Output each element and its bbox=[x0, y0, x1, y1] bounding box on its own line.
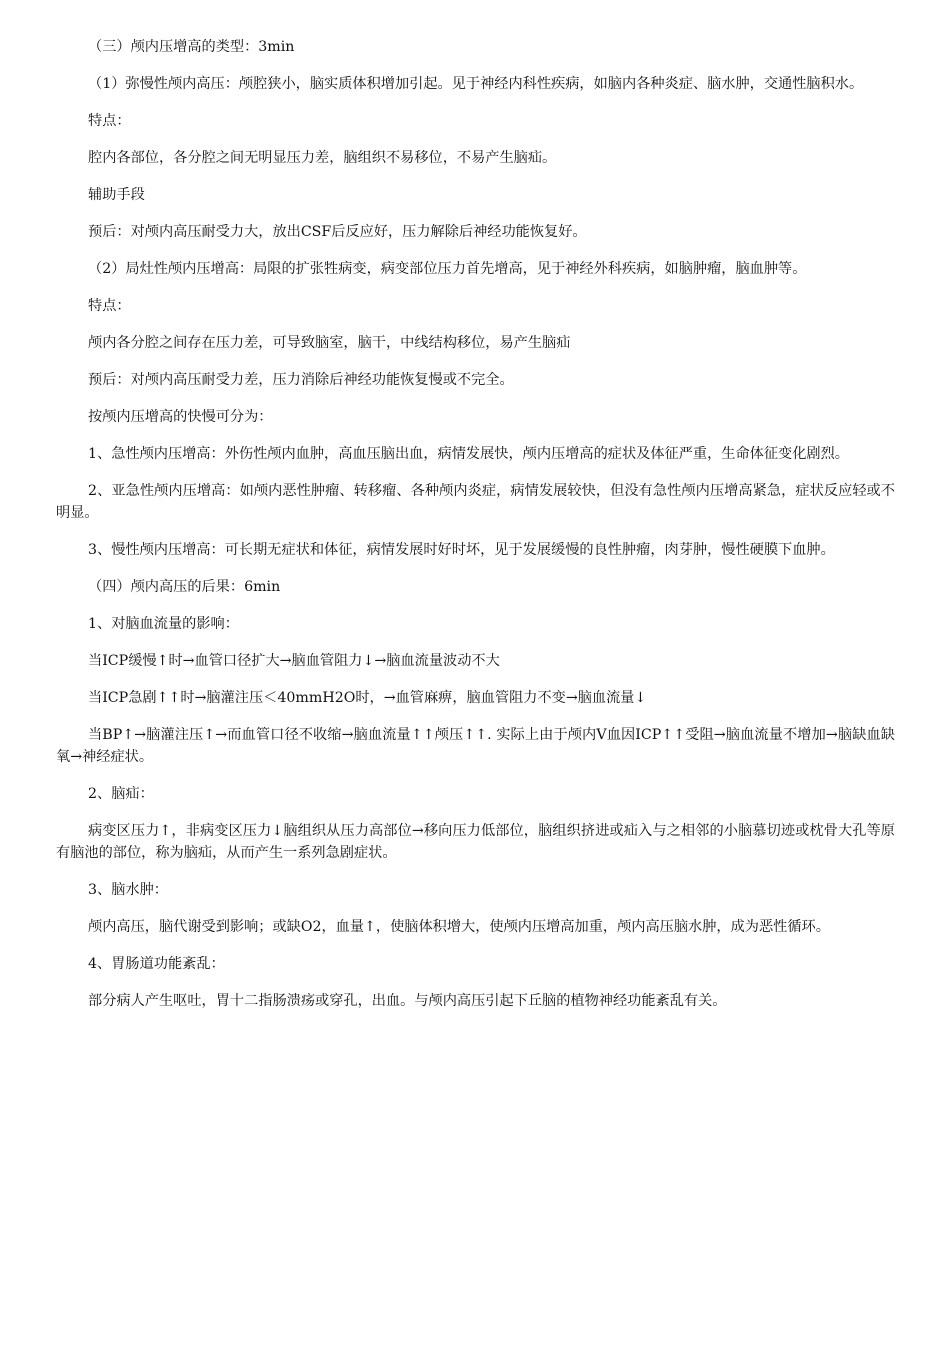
paragraph-focal-pressure: （2）局灶性颅内压增高：局限的扩张牲病变，病变部位压力首先增高，见于神经外科疾病，如脑肿瘤，脑血肿等。 bbox=[88, 261, 807, 277]
paragraph-edema-title: 3、脑水肿： bbox=[88, 882, 168, 898]
paragraph-icp-slow: 当ICP缓慢↑时→血管口径扩大→脑血管阻力↓→脑血流量波动不大 bbox=[88, 653, 500, 669]
paragraph-subacute: 2、亚急性颅内压增高：如颅内恶性肿瘤、转移瘤、各种颅内炎症，病情发展较快，但没有急性颅内压增高紧急，症状反应轻或不明显。 bbox=[56, 483, 895, 521]
paragraph-herniation-text: 病变区压力↑，非病变区压力↓脑组织从压力高部位→移向压力低部位，脑组织挤进或疝入与之相邻的小脑慕切迹或枕骨大孔等原有脑池的部位，称为脑疝，从而产生一系列急剧症状。 bbox=[56, 823, 895, 861]
paragraph-bp: 当BP↑→脑灌注压↑→而血管口径不收缩→脑血流量↑↑颅压↑↑. 实际上由于颅内V血因ICP↑↑受阻→脑血流量不增加→脑缺血缺氧→神经症状。 bbox=[56, 727, 895, 765]
paragraph-gi-text: 部分病人产生呕吐，胃十二指肠溃疡或穿孔，出血。与颅内高压引起下丘脑的植物神经功能紊乱有关。 bbox=[88, 993, 727, 1009]
paragraph-features-text-2: 颅内各分腔之间存在压力差，可导致脑室，脑干，中线结构移位，易产生脑疝 bbox=[88, 335, 571, 351]
paragraph-features-label-2: 特点： bbox=[88, 298, 131, 314]
paragraph-edema-text: 颅内高压，脑代谢受到影响；或缺O2，血量↑，使脑体积增大，使颅内压增高加重，颅内高压脑水肿，成为恶性循环。 bbox=[88, 919, 830, 935]
paragraph-features-text: 腔内各部位，各分腔之间无明显压力差，脑组织不易移位，不易产生脑疝。 bbox=[88, 150, 557, 166]
paragraph-features-label: 特点： bbox=[88, 113, 131, 129]
paragraph-blood-flow-title: 1、对脑血流量的影响： bbox=[88, 616, 239, 632]
paragraph-gi-title: 4、胃肠道功能紊乱： bbox=[88, 956, 225, 972]
paragraph-herniation-title: 2、脑疝： bbox=[88, 786, 154, 802]
paragraph-acute: 1、急性颅内压增高：外伤性颅内血肿，高血压脑出血，病情发展快，颅内压增高的症状及体征严重，生命体征变化剧烈。 bbox=[88, 446, 849, 462]
paragraph-aux-means: 辅助手段 bbox=[88, 187, 145, 203]
paragraph-speed-classification: 按颅内压增高的快慢可分为： bbox=[88, 409, 273, 425]
paragraph-prognosis: 预后：对颅内高压耐受力大，放出CSF后反应好，压力解除后神经功能恢复好。 bbox=[88, 224, 587, 240]
paragraph-diffuse-pressure: （1）弥慢性颅内高压：颅腔狭小，脑实质体积增加引起。见于神经内科性疾病，如脑内各种炎症、脑水肿，交通性脑积水。 bbox=[88, 76, 864, 92]
paragraph-icp-rapid: 当ICP急剧↑↑时→脑灌注压＜40mmH2O时，→血管麻痹，脑血管阻力不变→脑血流量↓ bbox=[88, 690, 647, 706]
paragraph-chronic: 3、慢性颅内压增高：可长期无症状和体征，病情发展时好时坏，见于发展缓慢的良性肿瘤，肉芽肿，慢性硬膜下血肿。 bbox=[88, 542, 835, 558]
paragraph-prognosis-2: 预后：对颅内高压耐受力差，压力消除后神经功能恢复慢或不完全。 bbox=[88, 372, 514, 388]
section-heading-4: （四）颅内高压的后果：6min bbox=[88, 579, 281, 595]
section-heading-3: （三）颅内压增高的类型：3min bbox=[88, 39, 295, 55]
